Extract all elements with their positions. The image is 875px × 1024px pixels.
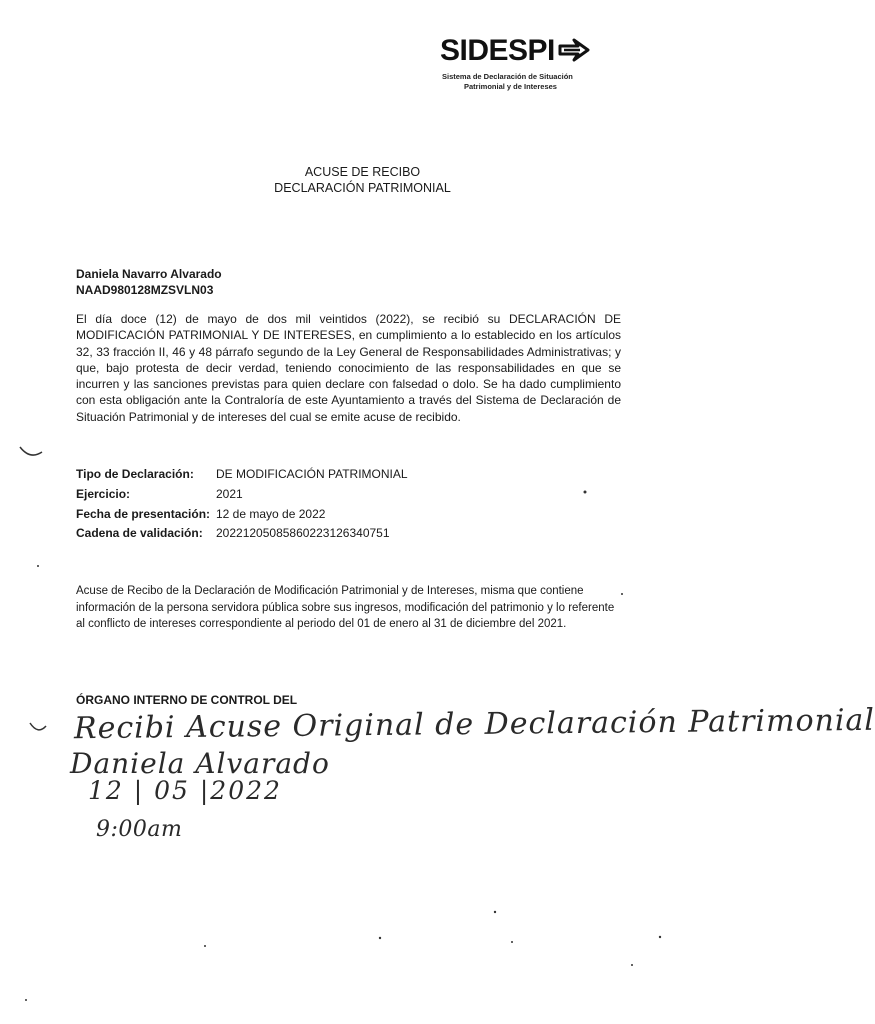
field-value-fecha: 12 de mayo de 2022: [216, 507, 326, 521]
scan-speck: [584, 491, 587, 494]
document-title-line2: DECLARACIÓN PATRIMONIAL: [274, 181, 451, 195]
handwritten-date: 12 | 05 |2022: [88, 776, 282, 805]
scan-speck: [37, 565, 39, 567]
scan-speck: [204, 945, 206, 947]
scan-speck: [494, 911, 496, 913]
field-value-tipo: DE MODIFICACIÓN PATRIMONIAL: [216, 467, 408, 481]
logo-subtitle-line2: Patrimonial y de Intereses: [464, 82, 557, 91]
handwritten-receipt-note: Recibi Acuse Original de Declaración Patrimonial: [73, 702, 875, 747]
logo-title: SIDESPI: [440, 34, 555, 67]
scan-speck: [631, 964, 633, 966]
field-label-ejercicio: Ejercicio:: [76, 487, 131, 501]
margin-check-mark-2: [30, 723, 46, 730]
field-value-ejercicio: 2021: [216, 487, 243, 501]
field-value-cadena: 20221205085860223126340751: [216, 526, 390, 540]
organo-interno-heading: ÓRGANO INTERNO DE CONTROL DEL: [76, 693, 298, 707]
scan-speck: [659, 936, 661, 938]
document-title-line1: ACUSE DE RECIBO: [304, 165, 421, 179]
closing-paragraph: Acuse de Recibo de la Declaración de Modificación Patrimonial y de Intereses, misma que contiene información de la persona servidora pública sobre sus ingresos, modificación del patrimonio y lo referente al conflicto de intereses correspondiente al periodo del 01 de enero al 31 de diciembre del 2021.: [76, 585, 615, 630]
scan-speck: [511, 941, 513, 943]
handwritten-signature-name: Daniela Alvarado: [70, 747, 330, 780]
field-label-tipo: Tipo de Declaración:: [76, 467, 194, 481]
recipient-name: Daniela Navarro Alvarado: [76, 267, 222, 281]
logo-subtitle-line1: Sistema de Declaración de Situación: [442, 72, 573, 81]
scan-speck: [379, 937, 381, 939]
scan-speck: [621, 593, 623, 595]
handwritten-time: 9:00am: [96, 817, 183, 842]
scan-speck: [25, 999, 27, 1001]
field-label-fecha: Fecha de presentación:: [76, 507, 211, 521]
recipient-rfc: NAAD980128MZSVLN03: [76, 283, 214, 297]
field-label-cadena: Cadena de validación:: [76, 526, 203, 540]
body-paragraph: El día doce (12) de mayo de dos mil veintidos (2022), se recibió su DECLARACIÓN DE MODIFICACIÓN PATRIMONIAL Y DE INTERESES, en cumplimiento a lo establecido en los artículos 32, 33 fracción II, 46 y 48 párrafo segundo de la Ley General de Responsabilidades Administrativas; y que, bajo protesta de decir verdad, teniendo conocimiento de las responsabilidades en que se incurren y las sanciones previstas para quien declare con falsedad o dolo. Se ha dado cumplimiento con esta obligación ante la Contraloría de este Ayuntamiento a través del Sistema de Declaración de Situación Patrimonial y de intereses del cual se emite acuse de recibido.: [76, 312, 621, 424]
margin-check-mark: [20, 447, 42, 455]
